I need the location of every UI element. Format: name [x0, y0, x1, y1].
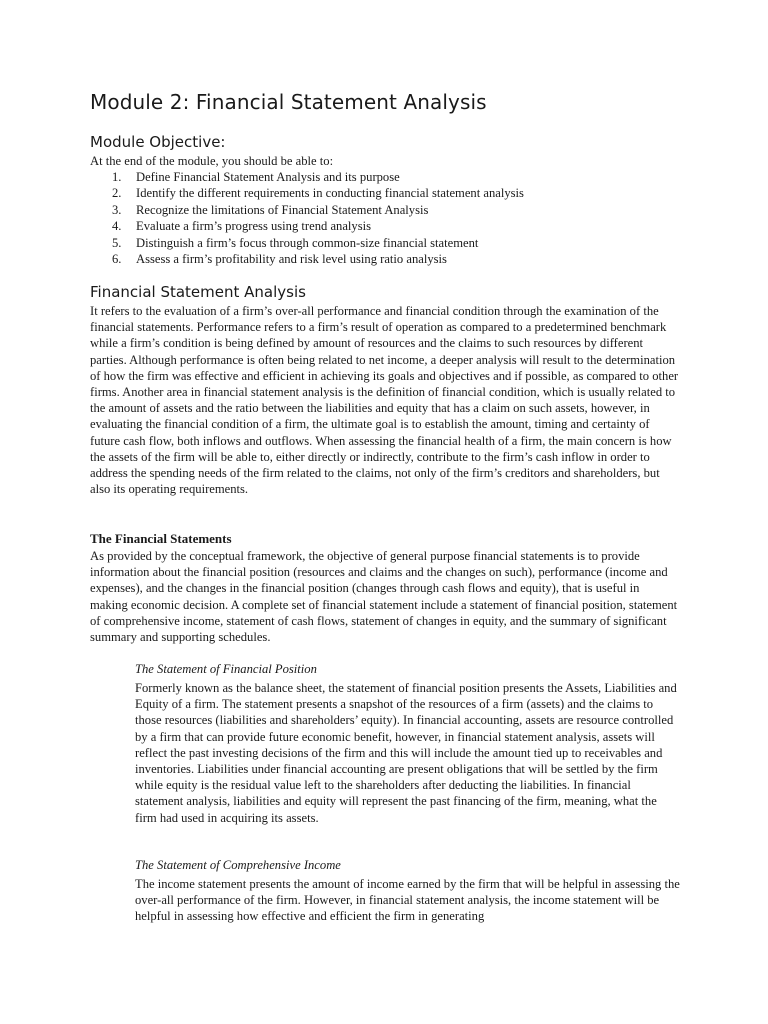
- objective-heading: Module Objective:: [90, 133, 226, 151]
- sci-heading: The Statement of Comprehensive Income: [135, 858, 341, 872]
- list-item: 6. Assess a firm’s profitability and risk level using ratio analysis: [112, 252, 447, 267]
- list-item: 4. Evaluate a firm’s progress using trend analysis: [112, 219, 372, 234]
- financial-statements-heading: The Financial Statements: [90, 531, 232, 546]
- fsa-paragraph: It refers to the evaluation of a firm’s over-all performance and financial condition through the examination of the financial statements. Performance refers to a firm’s result of operation as compared to a predetermined benchmark while a firm’s condition is being defined by amount of resources and the claims to such resources by different parties. Although performance is often being related to net income, a deeper analysis will result to the determination of how the firm was effective and efficient in achieving its goals and objectives and if possible, as compared to other firms. Another area in financial statement analysis is the definition of financial condition, which is usually related to the amount of assets and the ratio between the liabilities and equity that has a claim on such assets, however, in evaluating the financial condition of a firm, the ultimate goal is to establish the amount, timing and certainty of future cash flow, both inflows and outflows. When assessing the financial health of a firm, the main concern is how the assets of the firm will be able to, either directly or indirectly, contribute to the firm’s cash inflow in order to address the spending needs of the firm related to the claims, not only of the firm’s creditors and shareholders, but also its operating requirements.: [90, 304, 679, 497]
- sfp-paragraph: Formerly known as the balance sheet, the statement of financial position presents the Assets, Liabilities and Equity of a firm. The statement presents a snapshot of the resources of a firm (assets) and the claims to those resources (liabilities and shareholders’ equity). In financial accounting, assets are resource controlled by a firm that can provide future economic benefit, however, in financial statement analysis, assets will reflect the past investing decisions of the firm and this will include the amount tied up to receivables and inventories. Liabilities under financial accounting are present obligations that will be settled by the firm while equity is the residual value left to the shareholders after deducting the liabilities. In financial statement analysis, liabilities and equity will represent the past financing of the firm, meaning, what the firm had used in acquiring its assets.: [135, 681, 677, 825]
- sci-paragraph: The income statement presents the amount of income earned by the firm that will be helpful in assessing the over-all performance of the firm. However, in financial statement analysis, the income statement will be helpful in assessing how effective and efficient the firm in generating: [135, 877, 680, 924]
- objective-list: [112, 169, 524, 267]
- list-item: 1. Define Financial Statement Analysis and its purpose: [112, 170, 400, 184]
- financial-statements-paragraph: As provided by the conceptual framework, the objective of general purpose financial statements is to provide information about the financial position (resources and claims and the changes on such), performance (income and expenses), and the changes in the financial position (changes through cash flows and equity), that is useful in making economic decision. A complete set of financial statement include a statement of financial position, statement of comprehensive income, statement of cash flows, statement of changes in equity, and the summary of significant summary and supporting schedules.: [90, 549, 678, 645]
- list-item: 5. Distinguish a firm’s focus through common-size financial statement: [112, 235, 479, 250]
- objective-intro: At the end of the module, you should be able to:: [90, 154, 334, 168]
- sfp-heading: The Statement of Financial Position: [135, 662, 317, 676]
- fsa-heading: Financial Statement Analysis: [90, 283, 306, 301]
- list-item: 3. Recognize the limitations of Financial Statement Analysis: [112, 202, 429, 217]
- page-title: Module 2: Financial Statement Analysis: [90, 90, 487, 114]
- list-item: 2. Identify the different requirements in conducting financial statement analysis: [112, 186, 524, 201]
